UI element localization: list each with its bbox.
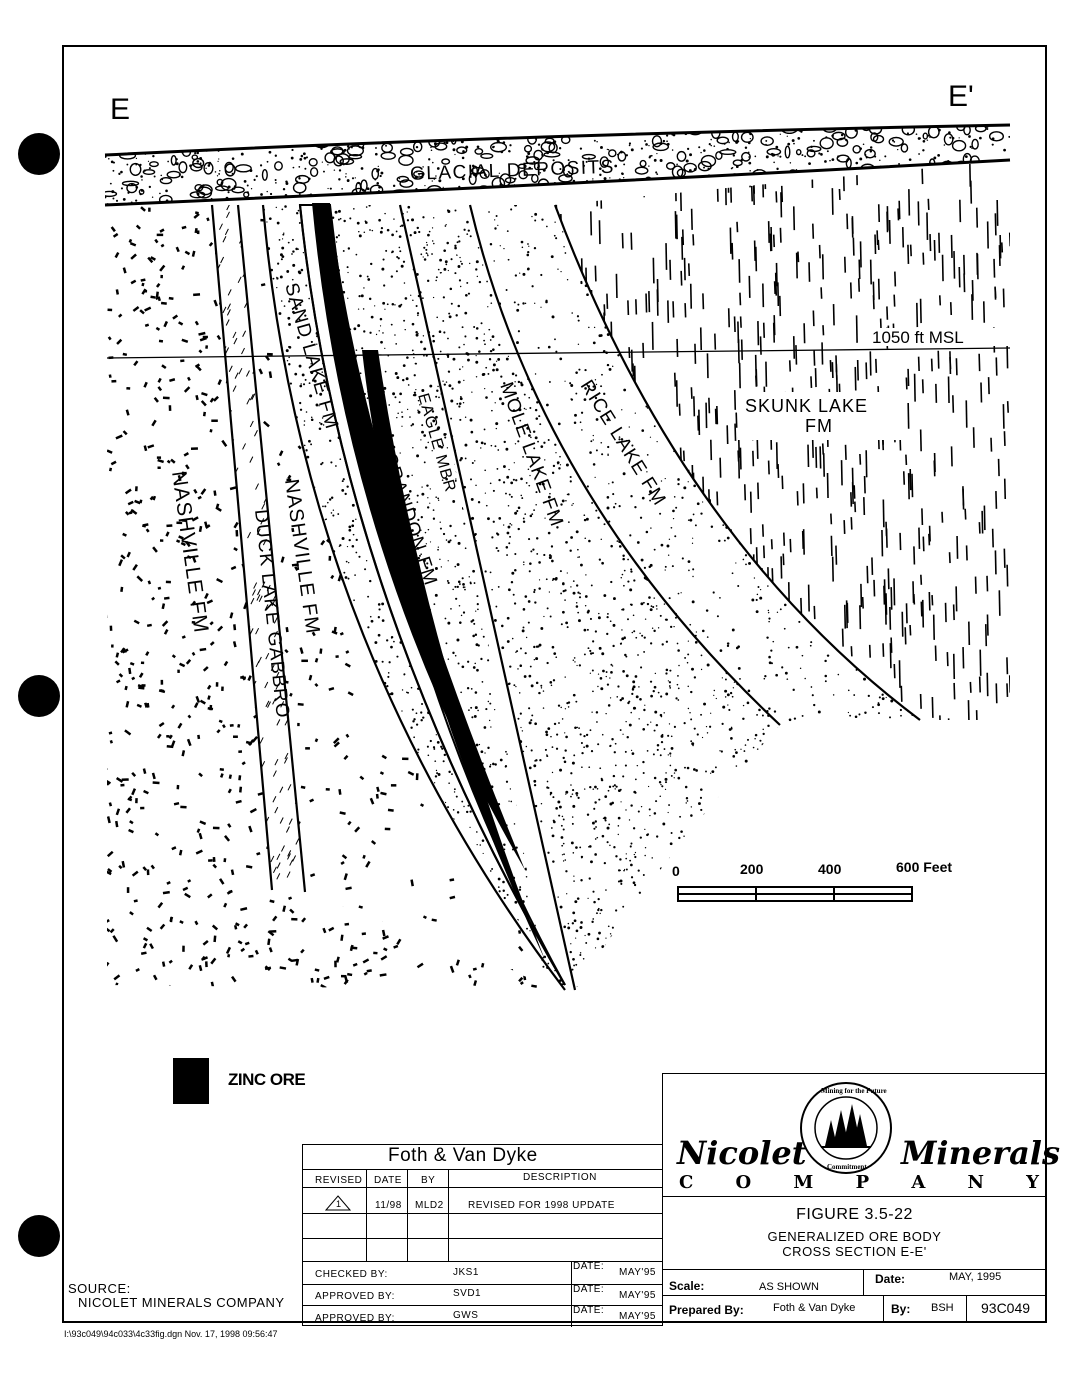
drawing-number: 93C049 bbox=[981, 1300, 1031, 1316]
date-value: MAY, 1995 bbox=[949, 1271, 1002, 1283]
scale-tick-label: 0 bbox=[672, 863, 680, 879]
approved-date-2: MAY'95 bbox=[619, 1311, 656, 1322]
mole-lake-fm-texture bbox=[399, 204, 781, 989]
label-nashville-mid: NASHVILLE FM bbox=[280, 477, 324, 636]
label-skunk-lake-fm: FM bbox=[805, 416, 833, 436]
firm-name: Foth & Van Dyke bbox=[388, 1145, 538, 1166]
company-letter: P bbox=[855, 1172, 870, 1193]
label-nashville-left: NASHVILLE FM bbox=[167, 469, 213, 635]
label-sand-lake: SAND LAKE FM bbox=[280, 280, 343, 432]
company-letter: C bbox=[679, 1172, 694, 1193]
company-letter: M bbox=[793, 1172, 814, 1193]
revision-by: MLD2 bbox=[415, 1200, 444, 1211]
source-note bbox=[68, 1282, 285, 1310]
figure-number: FIGURE 3.5-22 bbox=[796, 1206, 913, 1223]
binder-hole-bottom bbox=[18, 1215, 60, 1257]
approved-date-1: MAY'95 bbox=[619, 1290, 656, 1301]
checked-by-label: CHECKED BY: bbox=[315, 1269, 388, 1280]
checked-date: MAY'95 bbox=[619, 1267, 656, 1278]
msl-label: 1050 ft MSL bbox=[872, 328, 964, 347]
contact-line bbox=[555, 205, 920, 720]
seal-text-bottom: Commitment bbox=[827, 1163, 867, 1171]
source-label: SOURCE: bbox=[68, 1281, 131, 1296]
header-description: DESCRIPTION bbox=[523, 1172, 597, 1183]
company-letter: O bbox=[735, 1172, 752, 1193]
revision-block bbox=[302, 1144, 663, 1326]
source-value: NICOLET MINERALS COMPANY bbox=[78, 1295, 285, 1310]
prepared-by-label: Prepared By: bbox=[669, 1303, 744, 1317]
revision-description: REVISED FOR 1998 UPDATE bbox=[468, 1200, 615, 1211]
label-skunk-lake: SKUNK LAKE bbox=[745, 396, 869, 416]
checked-by-name: JKS1 bbox=[453, 1267, 479, 1278]
company-letter: A bbox=[911, 1172, 926, 1193]
company-name-right: Minerals bbox=[901, 1134, 1060, 1172]
scale-tick-label: 400 bbox=[818, 861, 842, 877]
scale-tick-label: 200 bbox=[740, 861, 764, 877]
label-mole-lake: MOLE LAKE FM bbox=[495, 379, 568, 530]
company-name-left: Nicolet bbox=[677, 1134, 807, 1172]
file-path-stamp: I:\93c049\94c033\4c33fig.dgn Nov. 17, 1998 09:56:47 bbox=[64, 1329, 278, 1339]
approved-by-name-2: GWS bbox=[453, 1310, 479, 1321]
approved-by-name-1: SVD1 bbox=[453, 1288, 482, 1299]
zinc-ore-legend-label: ZINC ORE bbox=[228, 1070, 306, 1089]
scale-tick-label: 600 Feet bbox=[896, 859, 953, 875]
company-letter: Y bbox=[1026, 1172, 1039, 1193]
company-letter: N bbox=[967, 1172, 984, 1193]
by-label: By: bbox=[891, 1302, 911, 1316]
by-value: BSH bbox=[931, 1302, 954, 1314]
revision-date: 11/98 bbox=[375, 1200, 402, 1211]
label-rice-lake: RICE LAKE FM bbox=[575, 376, 670, 510]
label-duck-lake: DUCK LAKE GABBRO bbox=[250, 508, 293, 720]
section-label-left: E bbox=[110, 93, 131, 126]
company-subtitle bbox=[679, 1172, 1039, 1193]
approved-date-label-1: DATE: bbox=[573, 1284, 605, 1295]
approved-by-label-2: APPROVED BY: bbox=[315, 1313, 395, 1324]
prepared-by-value: Foth & Van Dyke bbox=[773, 1302, 856, 1314]
header-revised: REVISED bbox=[315, 1175, 363, 1186]
revision-number: 1 bbox=[336, 1199, 342, 1209]
figure-subtitle-2: CROSS SECTION E-E' bbox=[782, 1244, 927, 1259]
approved-date-label-2: DATE: bbox=[573, 1305, 605, 1316]
section-label-right: E' bbox=[948, 80, 974, 113]
company-seal-icon bbox=[797, 1080, 895, 1176]
approved-by-label-1: APPROVED BY: bbox=[315, 1291, 395, 1302]
label-glacial-deposits: GLACIAL DEPOSITS bbox=[409, 156, 616, 185]
header-by: BY bbox=[421, 1175, 436, 1186]
scale-label: Scale: bbox=[669, 1279, 705, 1293]
zinc-ore-legend-swatch bbox=[173, 1058, 209, 1104]
eagle-mbr-texture bbox=[329, 204, 567, 986]
checked-date-label: DATE: bbox=[573, 1261, 605, 1272]
seal-text-top: Mining for the Future bbox=[821, 1087, 887, 1095]
header-date: DATE bbox=[374, 1175, 402, 1186]
title-block bbox=[662, 1073, 1060, 1323]
scale-value: AS SHOWN bbox=[759, 1281, 819, 1293]
label-eagle: EAGLE MBR bbox=[414, 391, 459, 495]
figure-subtitle-1: GENERALIZED ORE BODY bbox=[767, 1229, 942, 1244]
date-label: Date: bbox=[875, 1272, 906, 1286]
label-crandon: CRANDON FM bbox=[378, 450, 442, 589]
scale-bar bbox=[672, 859, 952, 901]
